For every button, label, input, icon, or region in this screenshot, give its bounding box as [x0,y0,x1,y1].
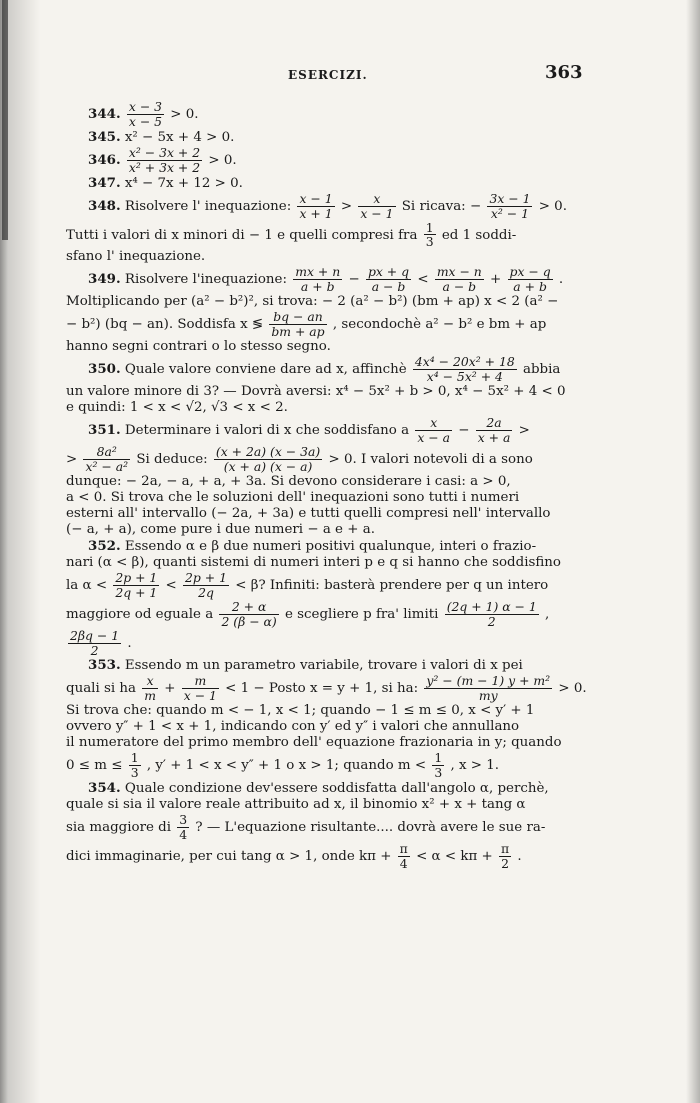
exercise-344: 344. $\frac{x - 3}{x - 5}$ > 0. [88,99,199,129]
fraction: $\frac{x}{x - 1}$ [360,190,394,221]
exercise-number: 353. [88,657,121,674]
exercise-348-line-2: Tutti i valori di x minori di − 1 e quelli compresi fra $\frac{1}{3}$ ed 1 soddi- [66,219,517,250]
exercise-349-line-3: − b²) (bq − an). Soddisfa x ≶ $\frac{bq - an}{bm + ap}$ , secondochè a² − b² e bm + ap [66,309,547,340]
fraction: $\frac{2\beta q - 1}{2}$ [70,627,120,658]
exercise-352-line-2: nari (α < β), quanti sistemi di numeri interi p e q si hanno che soddisfino [66,554,561,570]
exercise-number: 348. [88,197,121,214]
page-header [0,62,700,92]
exercise-348: 348. Risolvere l' inequazione: $\frac{x - 1}{x + 1}$ > $\frac{x}{x - 1}$ Si ricava: − $\frac{3x - 1}{\text{x² − 1}}$ > 0. [88,190,567,221]
exercise-text: x⁴ − 7x + 12 > 0. [120,175,243,191]
exercise-352-line-4: maggiore od eguale a $\frac{2 + \alpha}{2 (\beta - \alpha)}$ e scegliere p fra' limiti $\frac{(2q + 1) \alpha - 1}{2}$ , [66,598,550,629]
exercise-number: 354. [88,780,121,797]
scan-left-edge [0,0,60,1103]
exercise-number: 352. [88,537,121,554]
fraction: $\frac{2a}{x + a}$ [477,415,511,445]
exercise-number: 345. [88,128,121,145]
exercise-353-line-6: 0 ≤ m ≤ $\frac{1}{3}$ , y′ + 1 < x < y″ + 1 o x > 1; quando m < $\frac{1}{3}$ , x > 1. [66,750,500,781]
exercise-text: x² − 5x + 4 > 0. [120,129,235,145]
fraction: $\frac{\text{x² − 3x + 2}}{\text{x² + 3x + 2}}$ [128,144,201,175]
fraction: $\frac{m}{x - 1}$ [183,673,217,704]
fraction: $\frac{px - q}{a + b}$ [509,264,551,295]
running-head: ESERCIZI. [288,68,368,82]
exercise-351-line-4: a < 0. Si trova che le soluzioni dell' inequazioni sono tutti i numeri [66,489,520,505]
page-number: 363 [545,62,583,83]
exercise-349-line-4: hanno segni contrari o lo stesso segno. [66,339,331,354]
fraction: $\frac{1}{3}$ [434,750,443,781]
exercise-354: 354. Quale condizione dev'essere soddisfatta dall'angolo α, perchè, [88,780,549,797]
exercise-number: 351. [88,421,121,438]
exercise-353-line-2: quali si ha $\frac{x}{m}$ + $\frac{m}{x - 1}$ < 1 − Posto x = y + 1, si ha: $\frac{\text{y² − (m − 1) y + m²}}{my}$ > 0. [66,673,587,704]
exercise-352: 352. Essendo α e β due numeri positivi qualunque, interi o frazio- [88,537,537,554]
exercise-353: 353. Essendo m un parametro variabile, trovare i valori di x pei [88,657,523,674]
fraction: $\frac{(x + 2a) (x - 3a)}{(x + a) (x - a)}$ [215,443,321,474]
exercise-353-line-3: Si trova che: quando m < − 1, x < 1; quando − 1 ≤ m ≤ 0, x < y′ + 1 [66,703,535,719]
exercise-number: 344. [88,105,121,122]
fraction: $\frac{\text{y² − (m − 1) y + m²}}{my}$ [426,673,551,704]
fraction: $\frac{2p + 1}{2q}$ [185,570,227,600]
exercise-354-line-4: dici immaginarie, per cui tang α > 1, onde kπ + $\frac{\pi}{4}$ < α < kπ + $\frac{\pi}{2}$ . [66,841,522,872]
exercise-347 [66,175,646,192]
exercise-351-line-6: (− a, + a), come pure i due numeri − a e + a. [66,521,375,537]
fraction: $\frac{1}{3}$ [130,750,139,781]
exercise-348-line-3: sfano l' inequazione. [66,249,206,265]
exercise-number: 346. [88,151,121,168]
fraction: $\frac{px + q}{a - b}$ [367,264,410,295]
fraction: $\frac{mx - n}{a - b}$ [436,264,482,295]
exercise-number: 347. [88,174,121,191]
fraction: $\frac{2 + \alpha}{2 (\beta - \alpha)}$ [221,598,277,629]
fraction: $\frac{mx + n}{a + b}$ [295,264,341,295]
exercise-353-line-5: il numeratore del primo membro dell' equazione frazionaria in y; quando [66,735,562,751]
fraction: $\frac{2p + 1}{2q + 1}$ [115,570,158,600]
fraction: $\frac{3x - 1}{\text{x² − 1}}$ [489,190,531,221]
exercise-351-line-3: dunque: − 2a, − a, + a, + 3a. Si devono considerare i casi: a > 0, [66,473,511,489]
exercise-351: 351. Determinare i valori di x che soddisfano a $\frac{x}{x - a}$ − $\frac{2a}{x + a}$ > [88,415,530,445]
fraction: $\frac{\text{8a²}}{\text{x² − a²}}$ [85,443,129,474]
fraction: $\frac{x - 1}{x + 1}$ [299,190,333,221]
fraction: $\frac{1}{3}$ [425,219,434,250]
fraction: $\frac{\pi}{2}$ [500,841,510,872]
exercise-number: 349. [88,271,121,288]
fraction: $\frac{x - 3}{x - 5}$ [128,99,163,129]
exercise-349-line-2: Moltiplicando per (a² − b²)², si trova: − 2 (a² − b²) (bm + ap) x < 2 (a² − [66,294,559,310]
scan-right-edge [686,0,700,1103]
fraction: $\frac{\text{4x⁴ − 20x² + 18}}{\text{x⁴ − 5x² + 4}}$ [414,354,515,384]
fraction: $\frac{(2q + 1) \alpha - 1}{2}$ [446,598,537,629]
exercise-352-line-5: $\frac{2\beta q - 1}{2}$ . [70,627,132,658]
exercise-number: 350. [88,360,121,377]
fraction: $\frac{x}{m}$ [144,673,157,704]
fraction: $\frac{\pi}{4}$ [399,841,408,872]
page-body [66,100,646,871]
exercise-349: 349. Risolvere l'inequazione: $\frac{mx + n}{a + b}$ − $\frac{px + q}{a - b}$ < $\frac{mx - n}{a - b}$ + $\frac{px - q}{a + b}$ . [88,264,564,295]
exercise-350: 350. Quale valore conviene dare ad x, affinchè $\frac{\text{4x⁴ − 20x² + 18}}{\text{x⁴ − 5x² + 4}}$ abbia [88,354,561,384]
exercise-346: 346. $\frac{\text{x² − 3x + 2}}{\text{x² + 3x + 2}}$ > 0. [88,144,237,175]
exercise-353-line-4: ovvero y″ + 1 < x + 1, indicando con y′ ed y″ i valori che annullano [66,719,520,735]
exercise-351-line-5: esterni all' intervallo (− 2a, + 3a) e tutti quelli compresi nell' intervallo [66,505,551,521]
exercise-345 [66,129,646,146]
exercise-354-line-3: sia maggiore di $\frac{3}{4}$ ? — L'equazione risultante.... dovrà avere le sue ra- [66,812,546,843]
exercise-352-line-3: la α < $\frac{2p + 1}{2q + 1}$ < $\frac{2p + 1}{2q}$ < β? Infiniti: basterà prendere per q un intero [66,570,549,600]
fraction: $\frac{x}{x - a}$ [417,415,451,445]
exercise-350-line-2: un valore minore di 3? — Dovrà aversi: x⁴ − 5x² + b > 0, x⁴ − 5x² + 4 < 0 [66,383,566,399]
exercise-350-line-3: e quindi: 1 < x < √2, √3 < x < 2. [66,399,288,415]
exercise-351-line-2: > $\frac{\text{8a²}}{\text{x² − a²}}$ Si deduce: $\frac{(x + 2a) (x - 3a)}{(x + a) (x - a)}$ > 0. I valori notevoli di a sono [66,443,533,474]
fraction: $\frac{3}{4}$ [179,812,188,843]
exercise-354-line-2: quale si sia il valore reale attribuito ad x, il binomio x² + x + tang α [66,797,526,813]
fraction: $\frac{bq - an}{bm + ap}$ [271,309,325,340]
